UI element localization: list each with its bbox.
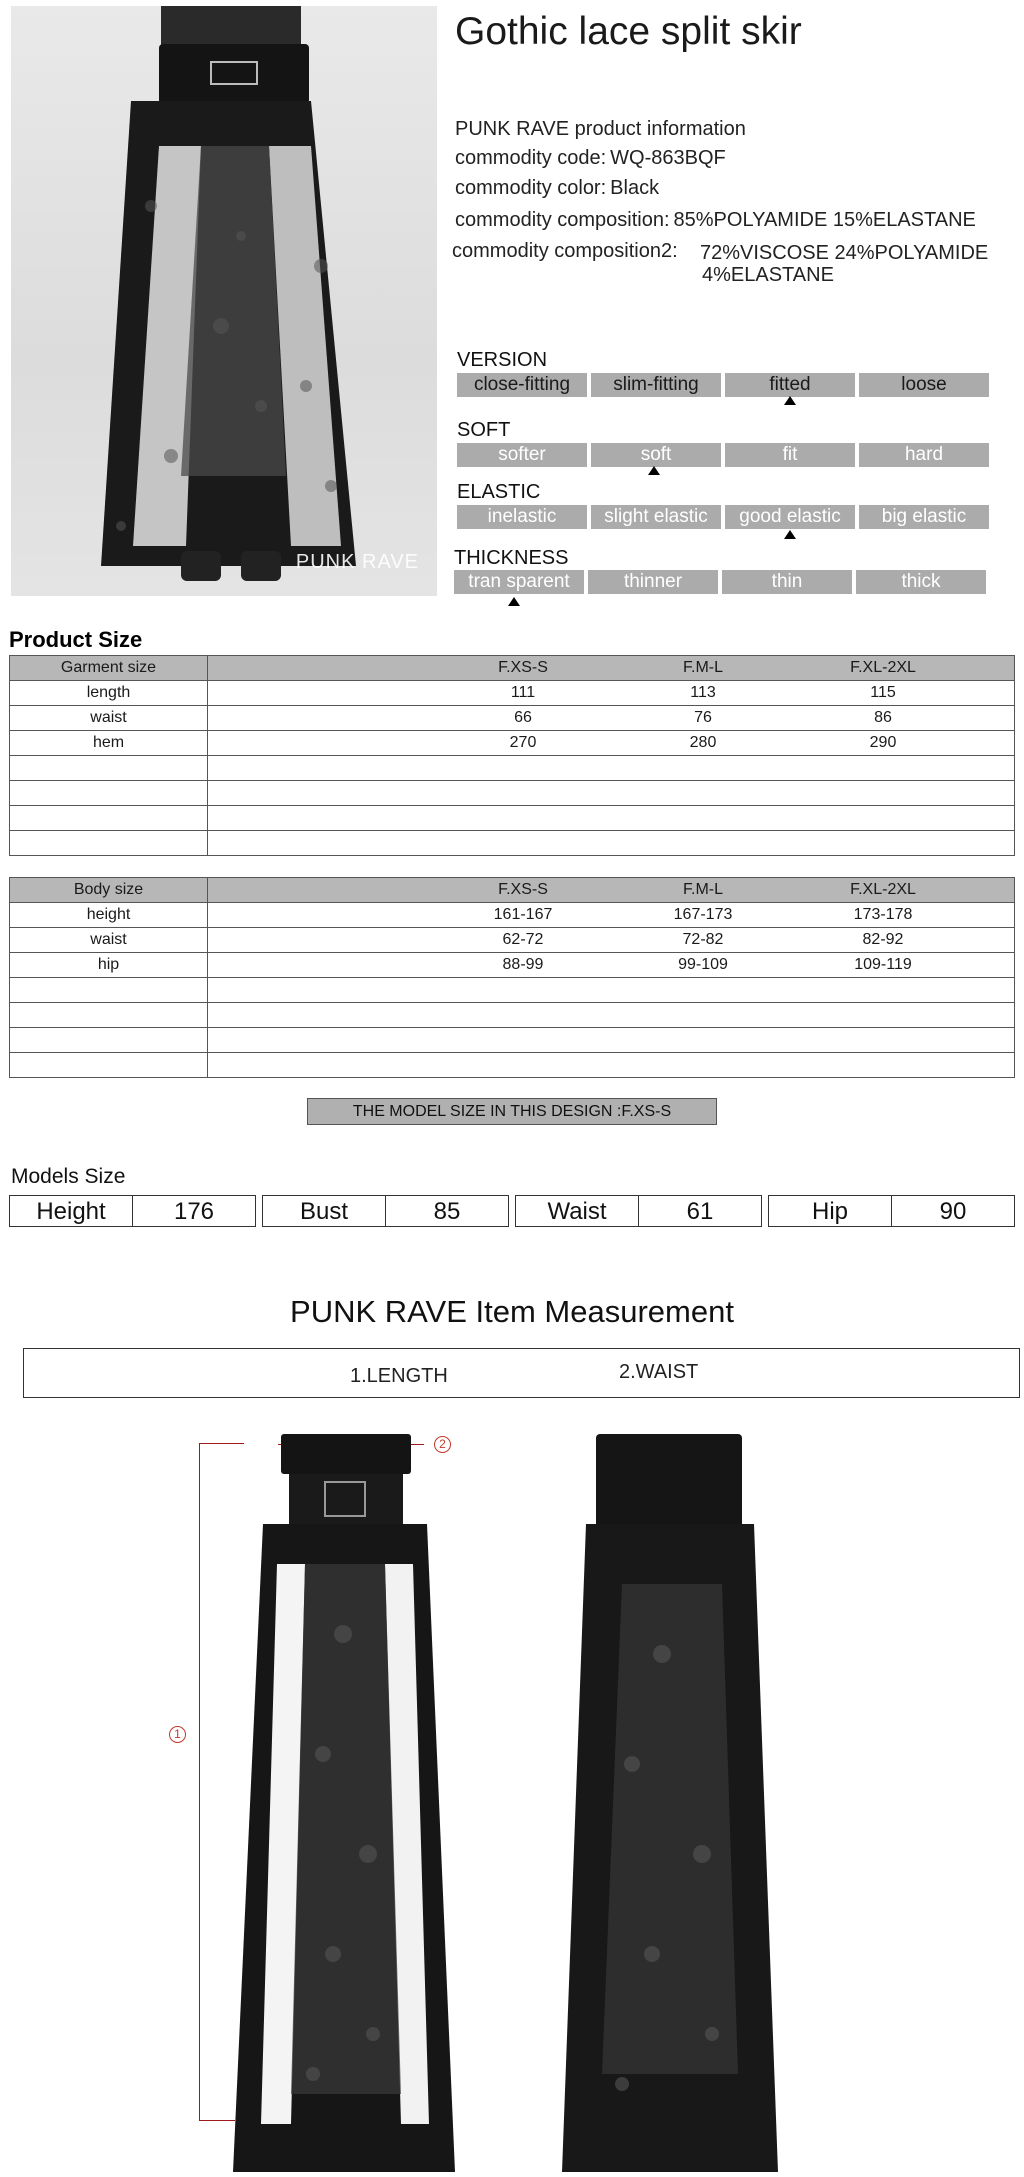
info-row-composition: commodity composition: 85%POLYAMIDE 15%ELASTANE xyxy=(455,209,976,231)
table-row: height 161-167 167-173 173-178 xyxy=(10,903,1015,928)
thickness-indicator-icon xyxy=(508,597,520,606)
skirt-front-illustration xyxy=(233,1434,457,2172)
table-row-empty xyxy=(10,806,1015,831)
model-photo-illustration xyxy=(11,6,437,596)
thickness-option: thin xyxy=(722,570,852,594)
table-row: waist 66 76 86 xyxy=(10,706,1015,731)
table-row-empty xyxy=(10,1003,1015,1028)
table-row: hip 88-99 99-109 109-119 xyxy=(10,953,1015,978)
skirt-front-image xyxy=(233,1434,457,2172)
measurement-legend-box xyxy=(23,1348,1020,1398)
measurement-title: PUNK RAVE Item Measurement xyxy=(290,1294,734,1329)
soft-indicator-icon xyxy=(648,466,660,475)
skirt-back-image xyxy=(562,1434,780,2172)
thickness-option: tran sparent xyxy=(454,570,584,594)
info-heading: PUNK RAVE product information xyxy=(455,118,746,140)
table-row: hem 270 280 290 xyxy=(10,731,1015,756)
soft-option: hard xyxy=(859,443,989,467)
version-option: slim-fitting xyxy=(591,373,721,397)
info-row-composition2: commodity composition2: xyxy=(452,240,678,262)
model-measure-waist: Waist 61 xyxy=(515,1195,762,1227)
length-guide-bottom xyxy=(199,2120,235,2121)
elastic-option: big elastic xyxy=(859,505,989,529)
models-size-heading: Models Size xyxy=(11,1165,126,1188)
table-header-cell: Body size xyxy=(10,878,208,903)
elastic-option: good elastic xyxy=(725,505,855,529)
soft-label: SOFT xyxy=(457,419,511,441)
table-row: waist 62-72 72-82 82-92 xyxy=(10,928,1015,953)
product-title: Gothic lace split skir xyxy=(455,10,802,53)
table-row-empty xyxy=(10,781,1015,806)
elastic-label: ELASTIC xyxy=(457,481,541,503)
info-row-code: commodity code: WQ-863BQF xyxy=(455,147,726,169)
model-measure-height: Height 176 xyxy=(9,1195,256,1227)
thickness-option: thinner xyxy=(588,570,718,594)
skirt-back-illustration xyxy=(562,1434,780,2172)
table-header-values: F.XS-S F.M-L F.XL-2XL xyxy=(208,656,1015,681)
watermark-text: PUNK RAVE xyxy=(295,551,419,573)
info-row-color: commodity color: Black xyxy=(455,177,660,199)
version-option: fitted xyxy=(725,373,855,397)
table-row-empty xyxy=(10,978,1015,1003)
table-header-row xyxy=(10,656,1015,681)
table-row: length 111 113 115 xyxy=(10,681,1015,706)
soft-scale xyxy=(457,443,989,467)
info-composition2-value: 72%VISCOSE 24%POLYAMIDE 4%ELASTANE xyxy=(700,242,989,286)
elastic-scale xyxy=(457,505,989,529)
table-row-empty xyxy=(10,1028,1015,1053)
thickness-label: THICKNESS xyxy=(454,547,569,569)
length-guide-vertical xyxy=(199,1443,200,2120)
table-row-empty xyxy=(10,831,1015,856)
marker-waist-icon: 2 xyxy=(434,1436,451,1453)
model-measure-hip: Hip 90 xyxy=(768,1195,1015,1227)
version-option: close-fitting xyxy=(457,373,587,397)
version-label: VERSION xyxy=(457,349,548,371)
table-row-empty xyxy=(10,756,1015,781)
table-header-row xyxy=(10,878,1015,903)
body-size-table xyxy=(9,877,1015,1078)
version-indicator-icon xyxy=(784,396,796,405)
table-header-cell: Garment size xyxy=(10,656,208,681)
version-option: loose xyxy=(859,373,989,397)
model-measure-bust: Bust 85 xyxy=(262,1195,509,1227)
product-photo xyxy=(11,6,437,596)
measure-item-length: 1.LENGTH xyxy=(350,1365,448,1387)
thickness-scale xyxy=(454,570,986,594)
product-size-heading: Product Size xyxy=(9,627,143,652)
version-scale xyxy=(457,373,989,397)
thickness-option: thick xyxy=(856,570,986,594)
measure-item-waist: 2.WAIST xyxy=(619,1361,699,1383)
soft-option: softer xyxy=(457,443,587,467)
elastic-option: slight elastic xyxy=(591,505,721,529)
table-header-values: F.XS-S F.M-L F.XL-2XL xyxy=(208,878,1015,903)
soft-option: soft xyxy=(591,443,721,467)
elastic-indicator-icon xyxy=(784,530,796,539)
table-row-empty xyxy=(10,1053,1015,1078)
model-size-banner: THE MODEL SIZE IN THIS DESIGN :F.XS-S xyxy=(307,1098,717,1125)
soft-option: fit xyxy=(725,443,855,467)
models-size-row xyxy=(9,1195,1015,1227)
elastic-option: inelastic xyxy=(457,505,587,529)
garment-size-table xyxy=(9,655,1015,856)
marker-length-icon: 1 xyxy=(169,1726,186,1743)
